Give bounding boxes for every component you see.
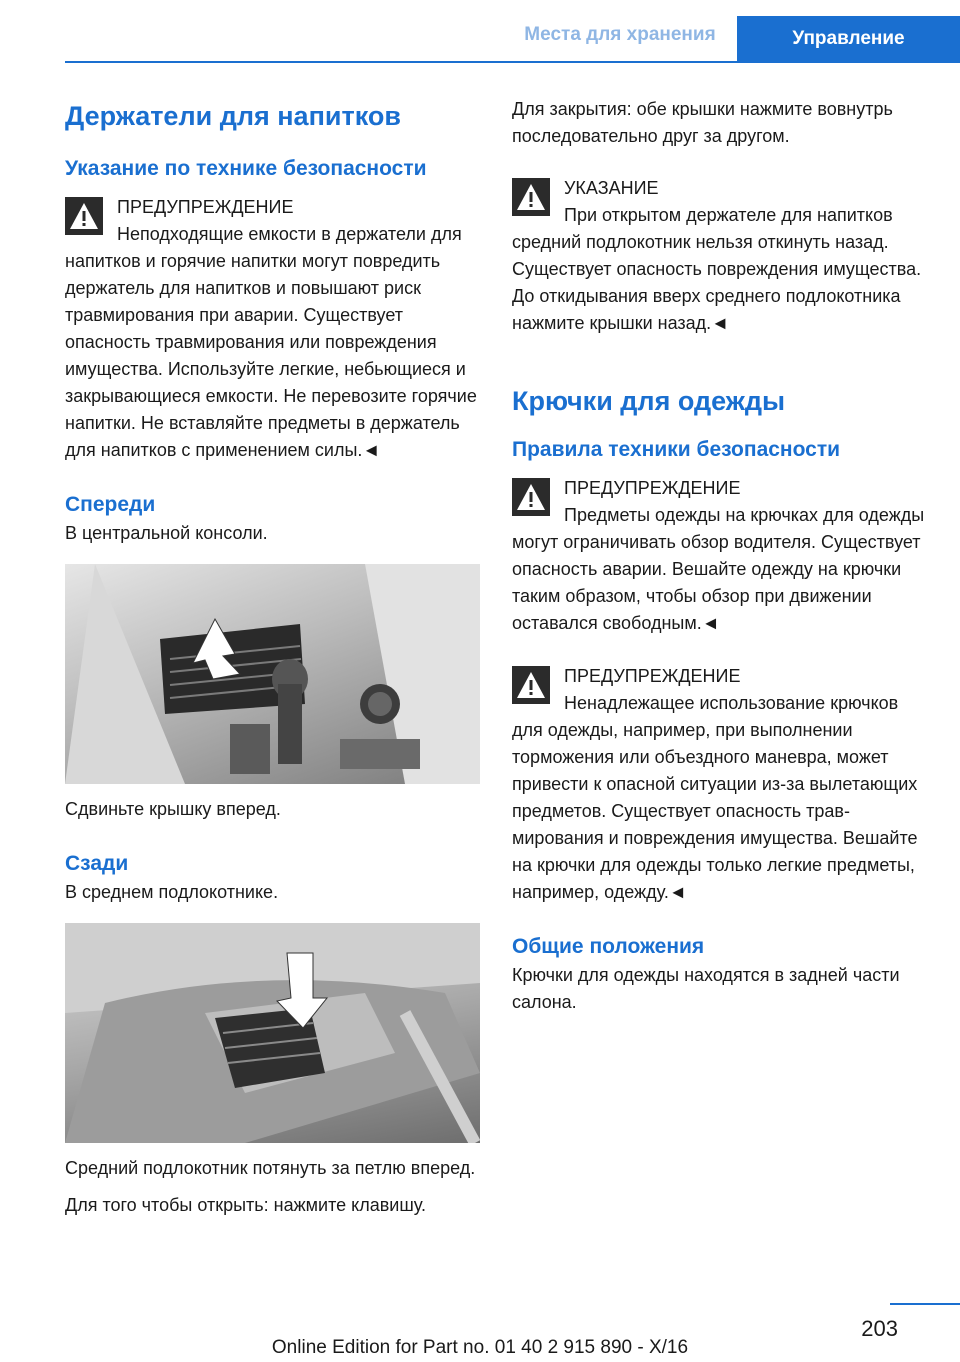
open-instruction: Для того чтобы открыть: нажмите клавишу. <box>65 1195 426 1215</box>
left-column <box>65 98 480 1219</box>
hooks-safety-heading: Правила техники безопасности <box>512 438 841 461</box>
page-number: 203 <box>861 1316 898 1341</box>
chapter-tab[interactable]: Управление <box>737 16 960 62</box>
section-tab[interactable]: Места для хранения <box>524 24 716 45</box>
cupholders-title: Держатели для напитков <box>65 101 401 131</box>
rear-cupholder-photo <box>65 923 480 1143</box>
notice-label: УКАЗАНИЕ <box>564 178 659 198</box>
warning-triangle-icon <box>512 478 550 516</box>
general-text: Крючки для одежды находятся в задней части салона. <box>512 965 900 1012</box>
right-column <box>512 96 927 1016</box>
close-instruction: Для закрытия: обе крышки нажмите вовнутрь последовательно друг за другом. <box>512 99 893 146</box>
front-cupholder-photo <box>65 564 480 784</box>
safety-heading: Указание по технике безопасности <box>65 157 427 180</box>
rear-heading: Сзади <box>65 852 129 875</box>
front-text: В центральной консоли. <box>65 523 268 543</box>
edition-footer: Online Edition for Part no. 01 40 2 915 890 - X/16 <box>271 1337 689 1358</box>
rear-caption: Средний подлокотник потянуть за петлю вперед. <box>65 1158 476 1178</box>
warning-block-cupholders <box>65 194 480 464</box>
warning-label: ПРЕДУПРЕЖДЕНИЕ <box>117 197 294 217</box>
rear-text: В среднем подлокотнике. <box>65 882 279 902</box>
warning-block-hooks-objects <box>512 663 927 906</box>
warning-triangle-icon <box>512 178 550 216</box>
warning-text: Неподходящие емкости в держатели для напитков и горячие напитки могут повредить держатель для напитков и повышают риск травмирования при аварии. Существует опасность травмирования или повреждения имущества. Используйте легкие, небьющиеся и закрывающиеся емкости. Не перевозите горячие напитки. Не вставляйте предметы в держатель для напитков с применением силы.◄ <box>65 224 477 460</box>
notice-block <box>512 175 927 337</box>
warning-block-hooks-view <box>512 475 927 637</box>
footer-rule <box>890 1303 960 1305</box>
warning-label: ПРЕДУПРЕЖДЕНИЕ <box>564 478 741 498</box>
warning-triangle-icon <box>512 666 550 704</box>
warning-label: ПРЕДУПРЕЖДЕНИЕ <box>564 666 741 686</box>
general-heading: Общие положения <box>512 935 705 958</box>
warning-triangle-icon <box>65 197 103 235</box>
front-caption: Сдвиньте крышку вперед. <box>65 799 281 819</box>
warning-text: Ненадлежащее использование крючков для одежды, например, при выполнении торможения или объездного маневра, может привести к опасной ситуации из-за вылетающих предметов. Существует опасность травмирования и повреждения имущества. Вешайте на крючки для одежды только легкие предметы, например, одежду.◄ <box>512 693 918 902</box>
front-heading: Спереди <box>65 493 156 516</box>
hooks-title: Крючки для одежды <box>512 386 786 416</box>
warning-text: Предметы одежды на крючках для одежды могут ограничивать обзор водителя. Существует опасность аварии. Вешайте одежду на крючки таким образом, чтобы обзор при движении оставался свободным.◄ <box>512 505 925 633</box>
notice-text: При открытом держателе для напитков средний подлокотник нельзя откинуть назад. Существует опасность повреждения имущества. До откидывания вверх среднего подлокотника нажмите крышки назад.◄ <box>512 205 922 333</box>
